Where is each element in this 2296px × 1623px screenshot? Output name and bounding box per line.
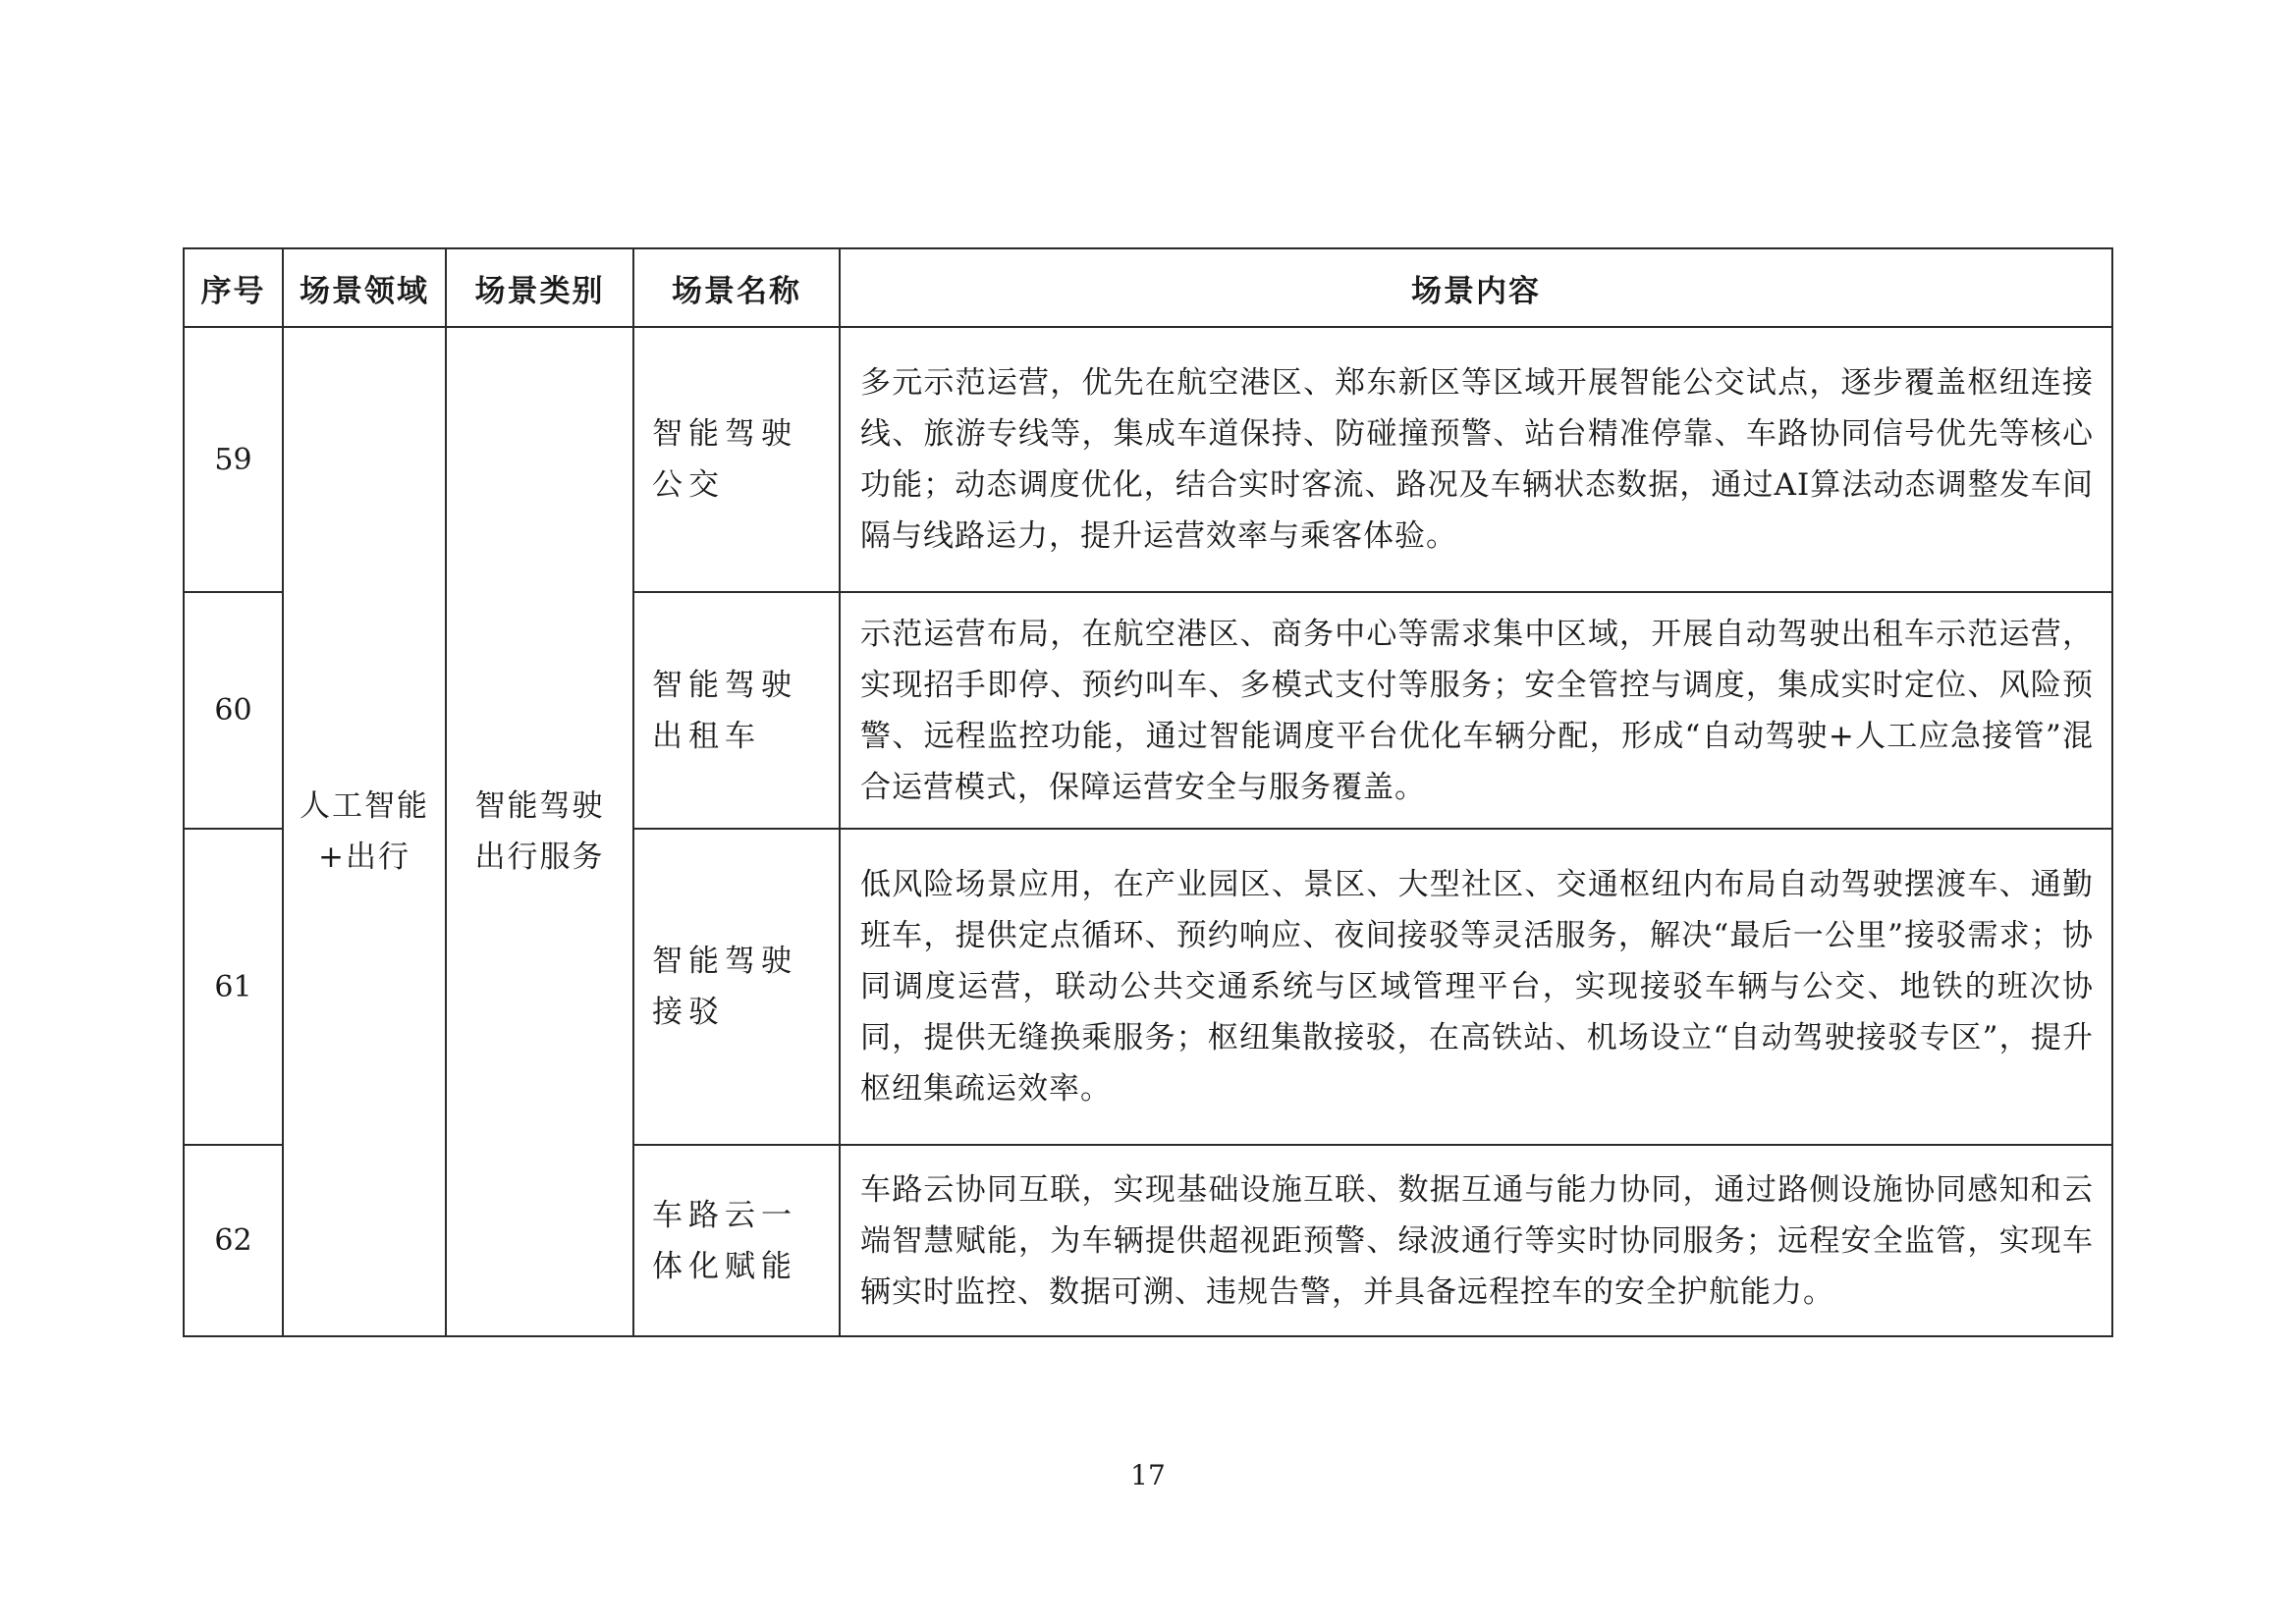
row-number: 61 <box>184 829 283 1145</box>
category-cell <box>446 327 633 1336</box>
scenario-table <box>183 247 2113 1337</box>
category-cell-text: 智能驾驶出行服务 <box>474 788 605 875</box>
scenario-name: 智能驾驶接驳 <box>633 829 840 1145</box>
row-number: 62 <box>184 1145 283 1336</box>
row-number: 60 <box>184 592 283 829</box>
domain-cell-text: 人工智能+出行 <box>300 788 429 875</box>
scenario-content: 多元示范运营，优先在航空港区、郑东新区等区域开展智能公交试点，逐步覆盖枢纽连接线、旅游专线等，集成车道保持、防碰撞预警、站台精准停靠、车路协同信号优先等核心功能；动态调度优化，结合实时客流、路况及车辆状态数据，通过AI算法动态调整发车间隔与线路运力，提升运营效率与乘客体验。 <box>840 327 2112 592</box>
header-domain: 场景领域 <box>283 248 446 327</box>
header-number: 序号 <box>184 248 283 327</box>
scenario-content: 低风险场景应用，在产业园区、景区、大型社区、交通枢纽内布局自动驾驶摆渡车、通勤班车，提供定点循环、预约响应、夜间接驳等灵活服务，解决“最后一公里”接驳需求；协同调度运营，联动公共交通系统与区域管理平台，实现接驳车辆与公交、地铁的班次协同，提供无缝换乘服务；枢纽集散接驳，在高铁站、机场设立“自动驾驶接驳专区”，提升枢纽集疏运效率。 <box>840 829 2112 1145</box>
page-number: 17 <box>1130 1459 1166 1491</box>
header-name: 场景名称 <box>633 248 840 327</box>
scenario-name: 智能驾驶出租车 <box>633 592 840 829</box>
scenario-name: 智能驾驶公交 <box>633 327 840 592</box>
domain-cell <box>283 327 446 1336</box>
table-header-row <box>184 248 2112 327</box>
scenario-content: 车路云协同互联，实现基础设施互联、数据互通与能力协同，通过路侧设施协同感知和云端智慧赋能，为车辆提供超视距预警、绿波通行等实时协同服务；远程安全监管，实现车辆实时监控、数据可溯、违规告警，并具备远程控车的安全护航能力。 <box>840 1145 2112 1336</box>
header-category: 场景类别 <box>446 248 633 327</box>
row-number: 59 <box>184 327 283 592</box>
scenario-name: 车路云一体化赋能 <box>633 1145 840 1336</box>
table-row <box>184 327 2112 592</box>
header-content: 场景内容 <box>840 248 2112 327</box>
scenario-content: 示范运营布局，在航空港区、商务中心等需求集中区域，开展自动驾驶出租车示范运营，实现招手即停、预约叫车、多模式支付等服务；安全管控与调度，集成实时定位、风险预警、远程监控功能，通过智能调度平台优化车辆分配，形成“自动驾驶+人工应急接管”混合运营模式，保障运营安全与服务覆盖。 <box>840 592 2112 829</box>
